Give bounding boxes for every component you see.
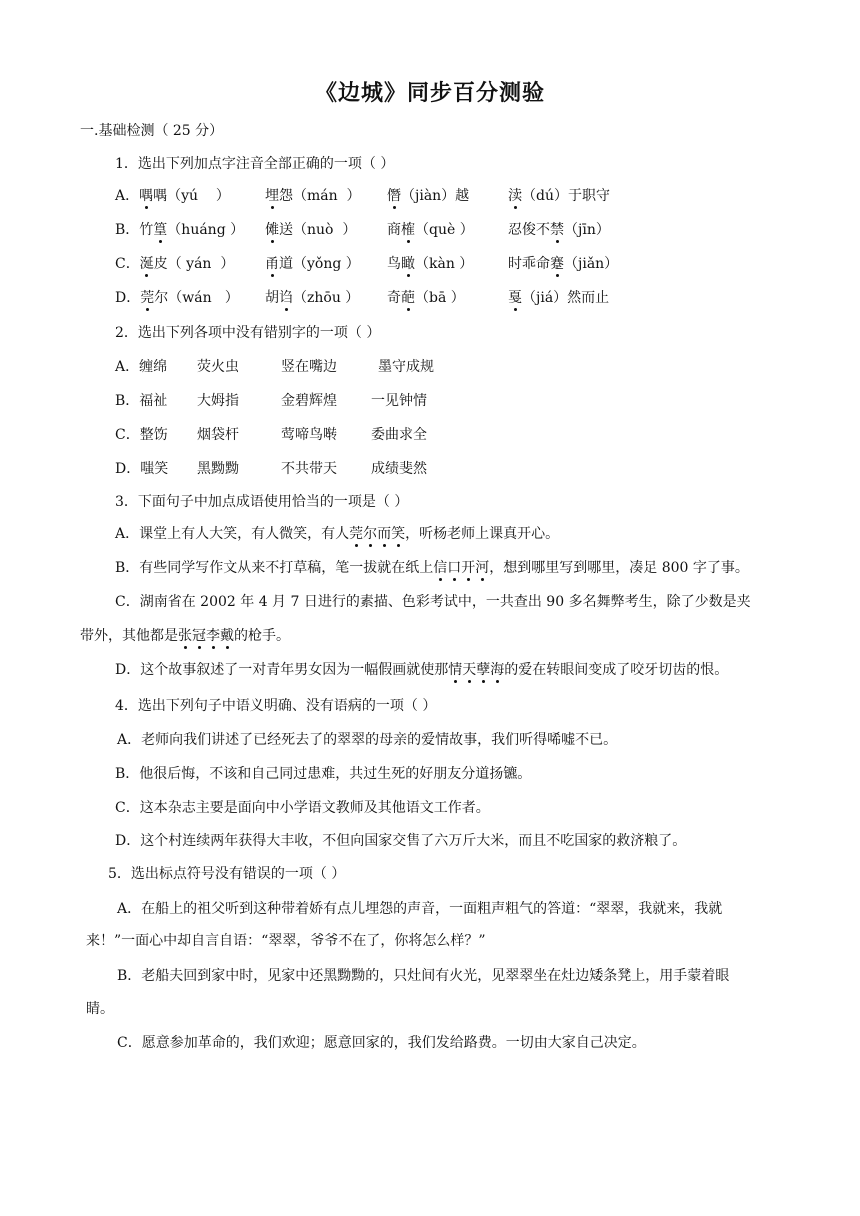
q2-option-b-3: 金碧辉煌 [281,393,337,409]
q2-option-d-2: 黑黝黝 [197,461,239,477]
document-title: 《边城》同步百分测验 [314,80,545,106]
q1-option-b-4: 忍俊不禁（jīn） [508,222,610,238]
q2-option-b: B．福祉 [115,393,168,409]
q1-option-d-3: 奇葩（bā ） [387,290,465,306]
q2-option-b-2: 大姆指 [197,393,239,409]
question-4-stem: 4．选出下列句子中语义明确、没有语病的一项（ ） [115,698,437,714]
question-1-stem: 1．选出下列加点字注音全部正确的一项（ ） [115,156,395,172]
question-2-stem: 2．选出下列各项中没有错别字的一项（ ） [115,325,381,341]
q2-option-d: D．嗤笑 [115,461,169,477]
q2-option-c-2: 烟袋杆 [197,427,239,443]
q1-option-b: B．竹篁（huáng ） [115,222,245,238]
q2-option-b-4: 一见钟情 [371,393,427,409]
q1-option-a-4: 渎（dú）于职守 [508,188,610,204]
q1-option-a-3: 僭（jiàn）越 [387,188,470,204]
q1-option-d-4: 戛（jiá）然而止 [508,290,610,306]
q5-option-c: C．愿意参加革命的，我们欢迎；愿意回家的，我们发给路费。一切由大家自己决定。 [117,1035,646,1051]
q2-option-a: A．缠绵 [115,359,168,375]
q2-option-a-2: 荧火虫 [197,359,239,375]
q1-option-c-4: 时乖命蹇（jiǎn） [508,256,619,272]
q5-option-b-line2: 睛。 [86,1001,114,1017]
q1-option-c: C．涎皮（ yán ） [115,256,235,272]
q2-option-d-4: 成绩斐然 [371,461,427,477]
q1-option-d: D．莞尔（wán ） [115,290,239,306]
q2-option-a-4: 墨守成规 [378,359,434,375]
question-5-stem: 5．选出标点符号没有错误的一项（ ） [108,866,346,882]
q1-option-c-2: 甬道（yǒng ） [265,256,360,272]
q4-option-a: A．老师向我们讲述了已经死去了的翠翠的母亲的爱情故事，我们听得唏嘘不已。 [117,732,618,748]
question-3-stem: 3．下面句子中加点成语使用恰当的一项是（ ） [115,494,409,510]
dotted-idiom: 信口开河 [433,560,490,576]
q3-option-a: A．课堂上有人大笑，有人微笑，有人莞尔而笑，听杨老师上课真开心。 [115,526,560,542]
q3-option-c-line2: 带外，其他都是张冠李戴的枪手。 [80,628,290,644]
q3-option-b: B．有些同学写作文从来不打草稿，笔一拔就在纸上信口开河，想到哪里写到哪里，凑足 800 字了事。 [115,560,749,576]
dotted-idiom: 莞尔而笑 [349,526,406,542]
q5-option-b-line1: B．老船夫回到家中时，见家中还黑黝黝的，只灶间有火光，见翠翠坐在灶边矮条凳上，用手蒙着眼 [117,968,730,984]
q1-option-c-3: 鸟瞰（kàn ） [387,256,474,272]
q3-option-d: D．这个故事叙述了一对青年男女因为一幅假画就使那情天孽海的爱在转眼间变成了咬牙切齿的恨。 [115,662,729,678]
q1-option-d-2: 胡诌（zhōu ） [265,290,360,306]
q5-option-a-line2: 来！”一面心中却自言自语：“翠翠，爷爷不在了，你将怎么样？” [86,933,486,949]
q3-option-c-line1: C．湖南省在 2002 年 4 月 7 日进行的素描、色彩考试中，一共查出 90 多名舞弊考生，除了少数是夹 [115,594,751,610]
q4-option-c: C．这本杂志主要是面向中小学语文教师及其他语文工作者。 [115,800,490,816]
section-heading: 一.基础检测（ 25 分） [80,123,224,139]
q4-option-d: D．这个村连续两年获得大丰收，不但向国家交售了六万斤大米，而且不吃国家的救济粮了。 [115,833,687,849]
q2-option-c: C．整饬 [115,427,168,443]
q4-option-b: B．他很后悔，不该和自己同过患难，共过生死的好朋友分道扬镳。 [115,766,532,782]
q2-option-a-3: 竖在嘴边 [281,359,337,375]
q1-option-b-3: 商榷（què ） [387,222,474,238]
q1-option-b-2: 傩送（nuò ） [265,222,357,238]
q2-option-d-3: 不共带天 [281,461,337,477]
dotted-idiom: 情天孽海 [448,662,505,678]
dotted-idiom: 张冠李戴 [178,628,234,644]
q1-option-a-2: 埋怨（mán ） [265,188,361,204]
q1-option-a: A．喁喁（yú ） [115,188,230,204]
q2-option-c-4: 委曲求全 [371,427,427,443]
q5-option-a-line1: A．在船上的祖父听到这种带着娇有点儿埋怨的声音，一面粗声粗气的答道：“翠翠，我就来，我就 [117,901,723,917]
q2-option-c-3: 莺啼鸟啭 [281,427,337,443]
